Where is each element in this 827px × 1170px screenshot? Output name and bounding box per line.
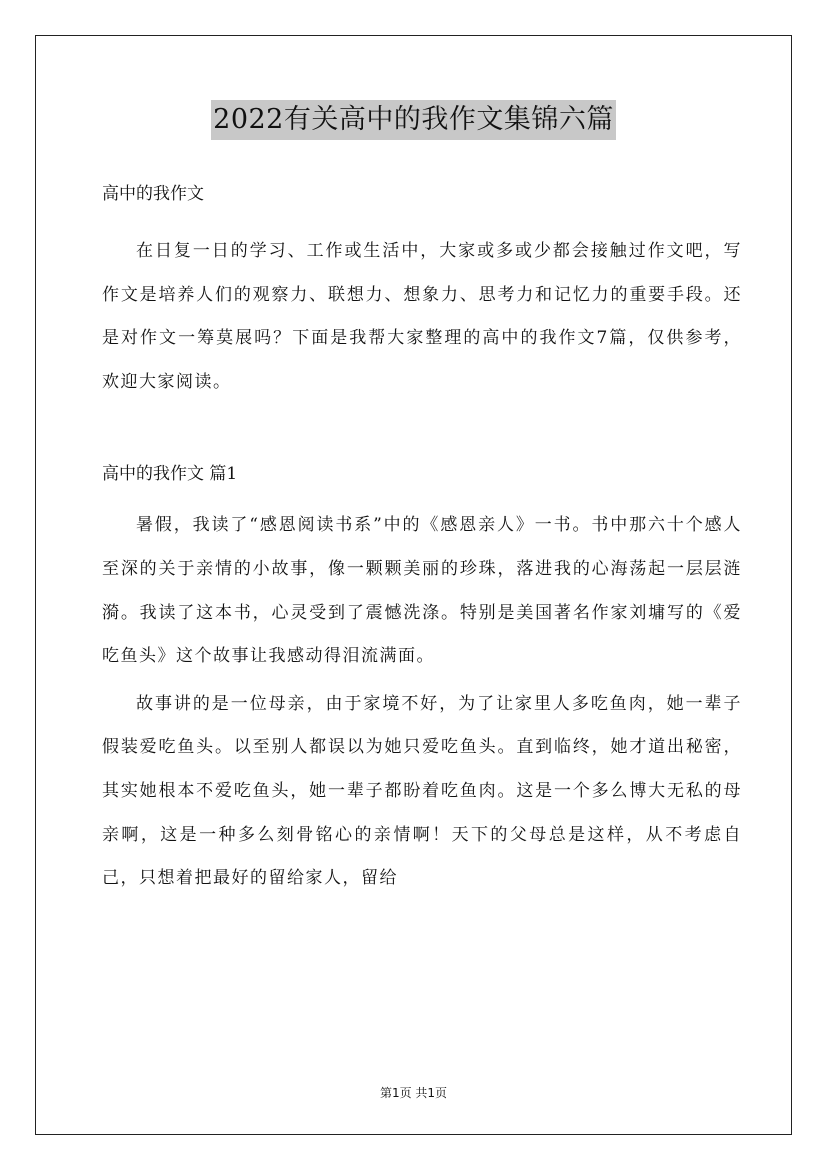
essay-1-paragraph-1: 暑假，我读了“感恩阅读书系”中的《感恩亲人》一书。书中那六十个感人至深的关于亲情的小故事，像一颗颗美丽的珍珠，落进我的心海荡起一层层涟漪。我读了这本书，心灵受到了震憾洗涤。特别是美国著名作家刘墉写的《爱吃鱼头》这个故事让我感动得泪流满面。 bbox=[102, 515, 742, 667]
intro-paragraph: 在日复一日的学习、工作或生活中，大家或多或少都会接触过作文吧，写作文是培养人们的观察力、联想力、想象力、思考力和记忆力的重要手段。还是对作文一筹莫展吗？下面是我帮大家整理的高中的我作文7篇，仅供参考，欢迎大家阅读。 bbox=[102, 241, 742, 392]
title-container bbox=[0, 100, 827, 140]
section-heading: 高中的我作文 bbox=[102, 184, 204, 204]
essay-1-heading: 高中的我作文 篇1 bbox=[102, 464, 238, 485]
document-title: 2022有关高中的我作文集锦六篇 bbox=[211, 100, 616, 140]
page-number-footer: 第1页 共1页 bbox=[379, 1086, 448, 1100]
essay-1-paragraph-2: 故事讲的是一位母亲，由于家境不好，为了让家里人多吃鱼肉，她一辈子假装爱吃鱼头。以至别人都误以为她只爱吃鱼头。直到临终，她才道出秘密，其实她根本不爱吃鱼头，她一辈子都盼着吃鱼肉。这是一个多么博大无私的母亲啊，这是一种多么刻骨铭心的亲情啊！天下的父母总是这样，从不考虑自己，只想着把最好的留给家人，留给 bbox=[102, 693, 742, 889]
document-body bbox=[102, 174, 742, 901]
